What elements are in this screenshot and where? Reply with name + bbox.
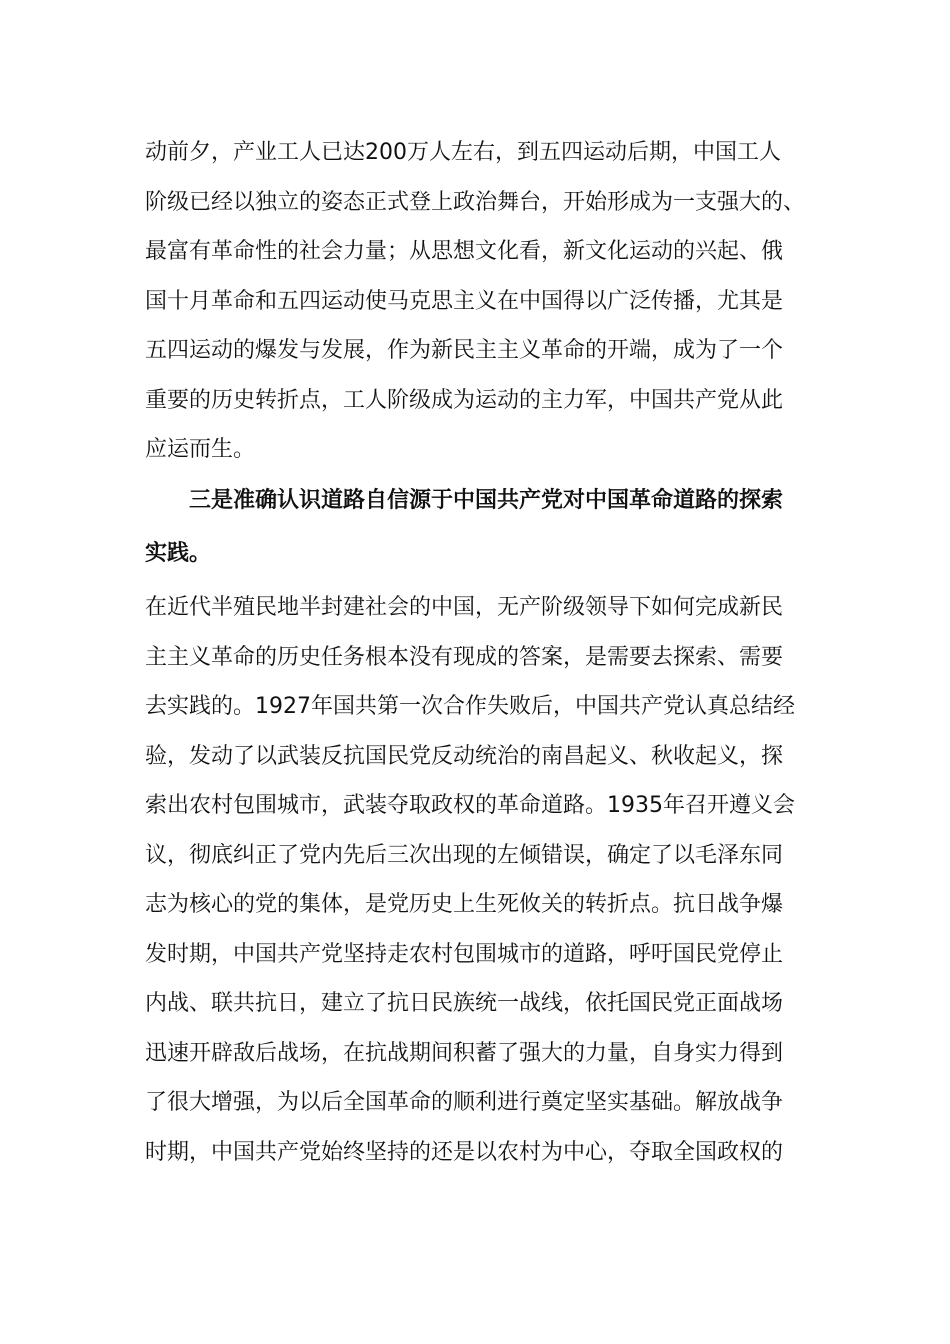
- paragraph-2: [145, 583, 815, 1177]
- text-line: 了很大增强，为以后全国革命的顺利进行奠定坚实基础。解放战争: [145, 1090, 784, 1115]
- paragraph-1: [145, 128, 815, 475]
- heading-line: 三是准确认识道路自信源于中国共产党对中国革命道路的探索: [189, 488, 784, 513]
- text-line: 去实践的。1927年国共第一次合作失败后，中国共产党认真总结经: [145, 694, 795, 719]
- text-line: 索出农村包围城市，武装夺取政权的革命道路。1935年召开遵义会: [145, 793, 795, 818]
- text-line: 内战、联共抗日，建立了抗日民族统一战线，依托国民党正面战场: [145, 991, 784, 1016]
- text-line: 重要的历史转折点，工人阶级成为运动的主力军，中国共产党从此: [145, 387, 784, 413]
- text-line: 阶级已经以独立的姿态正式登上政治舞台，开始形成为一支强大的、: [145, 189, 806, 215]
- text-line: 志为核心的党的集体，是党历史上生死攸关的转折点。抗日战争爆: [145, 892, 784, 917]
- text-line: 时期，中国共产党始终坚持的还是以农村为中心，夺取全国政权的: [145, 1139, 784, 1165]
- text-line: 迅速开辟敌后战场，在抗战期间积蓄了强大的力量，自身实力得到: [145, 1040, 784, 1066]
- text-line: 验，发动了以武装反抗国民党反动统治的南昌起义、秋收起义，探: [145, 743, 784, 769]
- text-line: 最富有革命性的社会力量；从思想文化看，新文化运动的兴起、俄: [145, 239, 784, 264]
- text-line: 议，彻底纠正了党内先后三次出现的左倾错误，确定了以毛泽东同: [145, 842, 784, 868]
- text-line: 五四运动的爆发与发展，作为新民主主义革命的开端，成为了一个: [145, 338, 784, 363]
- section-heading: [145, 474, 815, 580]
- heading-line: 实践。: [145, 541, 212, 566]
- text-line: 主主义革命的历史任务根本没有现成的答案，是需要去探索、需要: [145, 644, 784, 670]
- text-line: 发时期，中国共产党坚持走农村包围城市的道路，呼吁国民党停止: [145, 941, 784, 967]
- text-line: 动前夕，产业工人已达200万人左右，到五四运动后期，中国工人: [145, 140, 781, 165]
- text-line: 在近代半殖民地半封建社会的中国，无产阶级领导下如何完成新民: [145, 595, 784, 620]
- text-line: 国十月革命和五四运动使马克思主义在中国得以广泛传播，尤其是: [145, 288, 784, 314]
- text-line: 应运而生。: [145, 437, 256, 462]
